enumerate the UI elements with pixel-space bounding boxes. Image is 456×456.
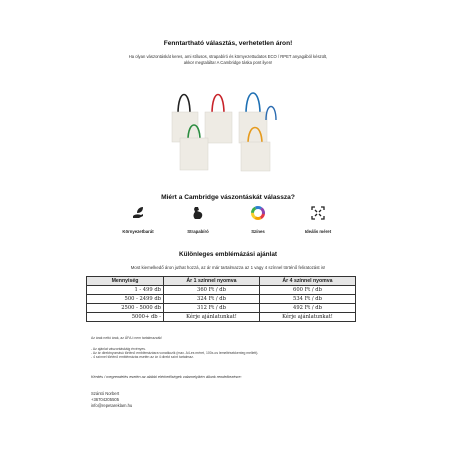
contact-phone[interactable]: +36704205505 (91, 397, 120, 403)
eco-hand-leaf-icon (131, 206, 145, 220)
contact-name: Szántó Norbert (91, 391, 120, 396)
column-header: Ár 1 színnel nyomva (164, 277, 260, 286)
table-row (87, 295, 356, 304)
feature-label: Környezetbarát (122, 229, 154, 234)
column-header: Ár 4 színnel nyomva (260, 277, 356, 286)
contact-email[interactable]: info@repetareklam.hu (91, 403, 133, 409)
inquiry-text: Kérdés / megrendelés esetén az alábbi elérhetőségek valamelyikén állunk rendelkezésre: (91, 375, 242, 379)
resize-arrows-icon (311, 206, 325, 220)
table-cell: 360 Ft / db (164, 286, 260, 295)
table-row (87, 286, 356, 295)
table-cell: 312 Ft / db (164, 304, 260, 313)
feature-size (288, 206, 348, 234)
table-cell: 2500 - 5000 db (87, 304, 164, 313)
bag-red (205, 95, 232, 144)
feature-eco (108, 206, 168, 234)
column-header: Mennyiség (87, 277, 164, 286)
table-cell: Kérje ajánlatunkat! (260, 313, 356, 322)
condition-note: - Az ajánlat vászontáskáig érvényes. (91, 347, 146, 351)
bag-blue (239, 93, 267, 143)
offer-title: Különleges emblémázási ajánlat (178, 251, 278, 258)
intro-line-1: Ha olyan vászontáskát keres, ami stílusos, strapabíró és környezettudatos ECO / RPET anyagából készült, (128, 54, 328, 59)
muscle-arm-icon (191, 206, 205, 220)
feature-label: Ideális méret (304, 229, 332, 234)
offer-text: Most kiemelkedő áron juthat hozzá, az ár már tartalmazza az 1 vagy 4 színnel történő feliratozást is! (130, 265, 326, 270)
feature-label: Színes (251, 229, 265, 234)
table-cell: 324 Ft / db (164, 295, 260, 304)
table-cell: 600 Ft / db (260, 286, 356, 295)
color-wheel-icon (251, 206, 265, 220)
tote-bags-image (168, 80, 288, 172)
table-row (87, 304, 356, 313)
condition-note: - 4 színnel történő emblémázás esetén az ár 4 direkt színt tartalmaz. (91, 355, 194, 359)
intro-text (96, 54, 360, 67)
condition-note: - Az ár direktnyomású történő emblémázásra vonatkozik (max. A4-es méret, 100x-os lemeltésekkenteg mellett). (91, 351, 259, 355)
contact-block (91, 391, 132, 410)
page-title: Fenntartható választás, verhetetlen áron! (163, 40, 293, 47)
bag-blue-back (266, 107, 276, 121)
table-cell: 1 - 499 db (87, 286, 164, 295)
table-header-row (87, 277, 356, 286)
table-cell: 5000+ db - (87, 313, 164, 322)
price-table (86, 276, 356, 322)
feature-list (108, 206, 348, 240)
table-cell: 534 Ft / db (260, 295, 356, 304)
why-title: Miért a Cambridge vászontáskát válassza? (161, 194, 295, 201)
table-cell: Kérje ajánlatunkat! (164, 313, 260, 322)
table-cell: 492 Ft / db (260, 304, 356, 313)
intro-line-2: akkor megtalálta! A Cambridge táska pont ilyen! (183, 60, 273, 66)
table-row (87, 313, 356, 322)
feature-colorful (228, 206, 288, 234)
feature-strong (168, 206, 228, 234)
vat-note: Az árak nettó árak, az ÁFA-t nem tartalmazzák! (91, 336, 163, 340)
table-cell: 500 - 2499 db (87, 295, 164, 304)
bag-black (172, 95, 198, 143)
feature-label: Strapabíró (187, 229, 209, 234)
